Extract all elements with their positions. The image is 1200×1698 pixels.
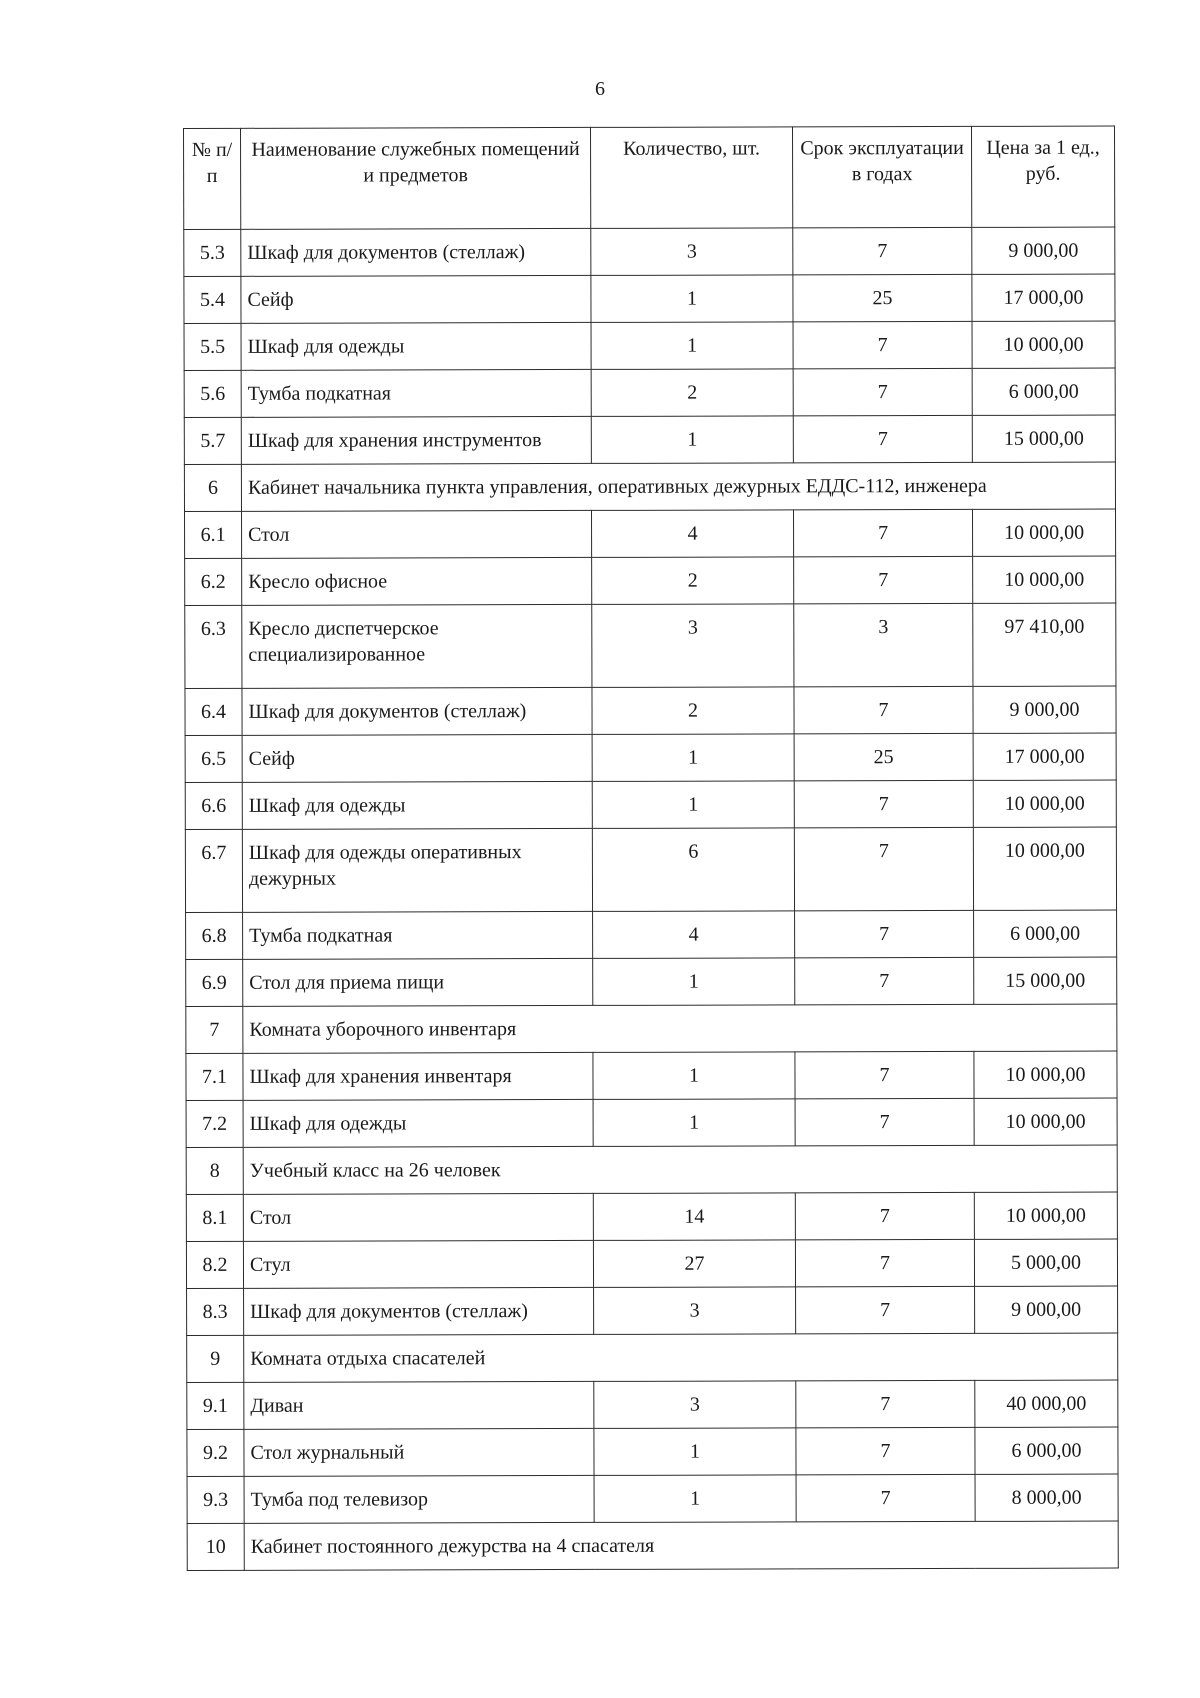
item-quantity: 6	[592, 828, 794, 912]
item-service-life: 7	[794, 556, 973, 603]
table-row	[184, 227, 1115, 276]
item-name: Шкаф для хранения инструментов	[241, 416, 591, 464]
row-number: 5.7	[184, 417, 241, 464]
row-number: 8.3	[187, 1288, 244, 1335]
header-qty: Количество, шт.	[590, 127, 792, 229]
item-quantity: 2	[591, 369, 793, 417]
item-quantity: 1	[593, 958, 795, 1006]
item-service-life: 7	[795, 910, 974, 957]
item-name: Шкаф для хранения инвентаря	[243, 1052, 593, 1100]
row-number: 6.2	[185, 558, 242, 605]
row-number: 6.3	[185, 605, 242, 688]
table-header-row	[184, 126, 1115, 229]
row-number: 6.9	[186, 959, 243, 1006]
equipment-table	[183, 126, 1119, 1571]
row-number: 9.2	[187, 1429, 244, 1476]
row-number: 5.6	[184, 370, 241, 417]
row-number: 7.1	[186, 1053, 243, 1100]
section-title: Кабинет постоянного дежурства на 4 спасателя	[244, 1521, 1118, 1570]
item-service-life: 3	[794, 603, 973, 686]
item-service-life: 7	[794, 780, 973, 827]
table-row	[187, 1474, 1118, 1523]
item-name: Шкаф для документов (стеллаж)	[242, 687, 592, 735]
item-price: 9 000,00	[973, 686, 1116, 733]
item-quantity: 2	[592, 557, 794, 605]
row-number: 8.1	[186, 1194, 243, 1241]
item-service-life: 7	[794, 686, 973, 733]
item-service-life: 7	[793, 368, 972, 415]
item-name: Стол	[243, 1193, 593, 1241]
table-row	[187, 1380, 1118, 1429]
item-service-life: 7	[793, 415, 972, 462]
item-quantity: 1	[593, 1052, 795, 1100]
table-row	[184, 368, 1115, 417]
row-number: 10	[187, 1523, 244, 1570]
table-row	[187, 1286, 1118, 1335]
item-name: Тумба подкатная	[241, 369, 591, 417]
table-row	[186, 1051, 1117, 1100]
row-number: 6.1	[185, 511, 242, 558]
item-price: 5 000,00	[974, 1239, 1117, 1286]
item-quantity: 1	[591, 275, 793, 323]
header-name: Наименование служебных помещений и предметов	[241, 127, 591, 229]
table-row	[187, 1427, 1118, 1476]
section-title: Учебный класс на 26 человек	[243, 1145, 1117, 1194]
table-row	[184, 321, 1115, 370]
page-number: 6	[595, 78, 605, 100]
section-row	[187, 1521, 1118, 1570]
row-number: 8	[186, 1147, 243, 1194]
item-price: 10 000,00	[974, 1192, 1117, 1239]
item-service-life: 7	[793, 227, 972, 274]
item-price: 10 000,00	[972, 321, 1115, 368]
item-name: Стол	[242, 510, 592, 558]
table-row	[186, 1098, 1117, 1147]
item-name: Шкаф для одежды	[242, 781, 592, 829]
item-price: 17 000,00	[973, 733, 1116, 780]
item-quantity: 3	[594, 1381, 796, 1429]
item-service-life: 7	[795, 1192, 974, 1239]
item-quantity: 1	[592, 781, 794, 829]
item-price: 9 000,00	[975, 1286, 1118, 1333]
item-service-life: 7	[795, 1239, 974, 1286]
table-row	[185, 509, 1116, 558]
item-service-life: 7	[794, 827, 973, 910]
item-quantity: 3	[592, 604, 794, 688]
table-body	[184, 227, 1119, 1570]
item-name: Сейф	[241, 275, 591, 323]
item-service-life: 7	[796, 1286, 975, 1333]
item-price: 10 000,00	[973, 509, 1116, 556]
item-price: 10 000,00	[973, 827, 1116, 910]
table-row	[186, 910, 1117, 959]
section-row	[184, 462, 1115, 511]
row-number: 5.4	[184, 276, 241, 323]
row-number: 6.8	[186, 912, 243, 959]
section-row	[186, 1145, 1117, 1194]
item-service-life: 7	[796, 1474, 975, 1521]
item-name: Кресло диспетчерское специализированное	[242, 604, 592, 688]
item-quantity: 3	[594, 1287, 796, 1335]
item-quantity: 1	[592, 734, 794, 782]
table-row	[185, 556, 1116, 605]
item-price: 6 000,00	[972, 368, 1115, 415]
header-price: Цена за 1 ед., руб.	[971, 126, 1114, 227]
item-service-life: 7	[795, 957, 974, 1004]
item-service-life: 7	[796, 1427, 975, 1474]
section-title: Комната уборочного инвентаря	[243, 1004, 1117, 1053]
item-quantity: 4	[593, 911, 795, 959]
item-price: 10 000,00	[973, 556, 1116, 603]
item-quantity: 3	[591, 228, 793, 276]
item-name: Шкаф для документов (стеллаж)	[241, 228, 591, 276]
section-row	[186, 1004, 1117, 1053]
item-price: 15 000,00	[974, 957, 1117, 1004]
row-number: 8.2	[186, 1241, 243, 1288]
item-price: 17 000,00	[972, 274, 1115, 321]
item-service-life: 25	[793, 274, 972, 321]
item-name: Кресло офисное	[242, 557, 592, 605]
item-price: 8 000,00	[975, 1474, 1118, 1521]
header-num: № п/п	[184, 128, 241, 229]
table-row	[185, 686, 1116, 735]
item-quantity: 1	[594, 1475, 796, 1523]
item-quantity: 2	[592, 687, 794, 735]
row-number: 6.6	[185, 782, 242, 829]
item-name: Шкаф для одежды	[241, 322, 591, 370]
item-price: 9 000,00	[972, 227, 1115, 274]
row-number: 7	[186, 1006, 243, 1053]
row-number: 5.3	[184, 229, 241, 276]
item-quantity: 4	[592, 510, 794, 558]
table-row	[186, 1239, 1117, 1288]
item-name: Диван	[244, 1381, 594, 1429]
table-row	[185, 780, 1116, 829]
item-name: Стол журнальный	[244, 1428, 594, 1476]
item-service-life: 7	[795, 1051, 974, 1098]
item-name: Сейф	[242, 734, 592, 782]
item-quantity: 1	[593, 1099, 795, 1147]
item-name: Стол для приема пищи	[243, 958, 593, 1006]
item-name: Шкаф для одежды оперативных дежурных	[242, 828, 592, 912]
table-row	[185, 733, 1116, 782]
row-number: 9	[187, 1335, 244, 1382]
item-service-life: 7	[794, 509, 973, 556]
table-row	[184, 274, 1115, 323]
item-service-life: 7	[796, 1380, 975, 1427]
item-quantity: 14	[593, 1193, 795, 1241]
item-name: Стул	[243, 1240, 593, 1288]
table-row	[184, 415, 1115, 464]
item-service-life: 7	[793, 321, 972, 368]
section-title: Комната отдыха спасателей	[244, 1333, 1118, 1382]
row-number: 6.4	[185, 688, 242, 735]
item-quantity: 1	[591, 416, 793, 464]
section-title: Кабинет начальника пункта управления, оперативных дежурных ЕДДС-112, инженера	[241, 462, 1115, 511]
item-price: 15 000,00	[972, 415, 1115, 462]
item-service-life: 7	[795, 1098, 974, 1145]
item-price: 6 000,00	[975, 1427, 1118, 1474]
table-row	[185, 827, 1116, 912]
row-number: 9.3	[187, 1476, 244, 1523]
row-number: 6	[184, 464, 241, 511]
item-name: Тумба подкатная	[243, 911, 593, 959]
item-price: 10 000,00	[974, 1098, 1117, 1145]
table-row	[186, 1192, 1117, 1241]
header-life: Срок эксплуатации в годах	[792, 126, 971, 227]
row-number: 9.1	[187, 1382, 244, 1429]
item-name: Шкаф для документов (стеллаж)	[244, 1287, 594, 1335]
table-row	[186, 957, 1117, 1006]
item-price: 6 000,00	[974, 910, 1117, 957]
item-quantity: 1	[594, 1428, 796, 1476]
item-quantity: 27	[593, 1240, 795, 1288]
section-row	[187, 1333, 1118, 1382]
item-price: 40 000,00	[975, 1380, 1118, 1427]
item-name: Шкаф для одежды	[243, 1099, 593, 1147]
row-number: 7.2	[186, 1100, 243, 1147]
table-row	[185, 603, 1116, 688]
row-number: 6.5	[185, 735, 242, 782]
item-price: 97 410,00	[973, 603, 1116, 686]
item-service-life: 25	[794, 733, 973, 780]
row-number: 6.7	[185, 829, 242, 912]
item-price: 10 000,00	[974, 1051, 1117, 1098]
item-price: 10 000,00	[973, 780, 1116, 827]
row-number: 5.5	[184, 323, 241, 370]
item-quantity: 1	[591, 322, 793, 370]
item-name: Тумба под телевизор	[244, 1475, 594, 1523]
